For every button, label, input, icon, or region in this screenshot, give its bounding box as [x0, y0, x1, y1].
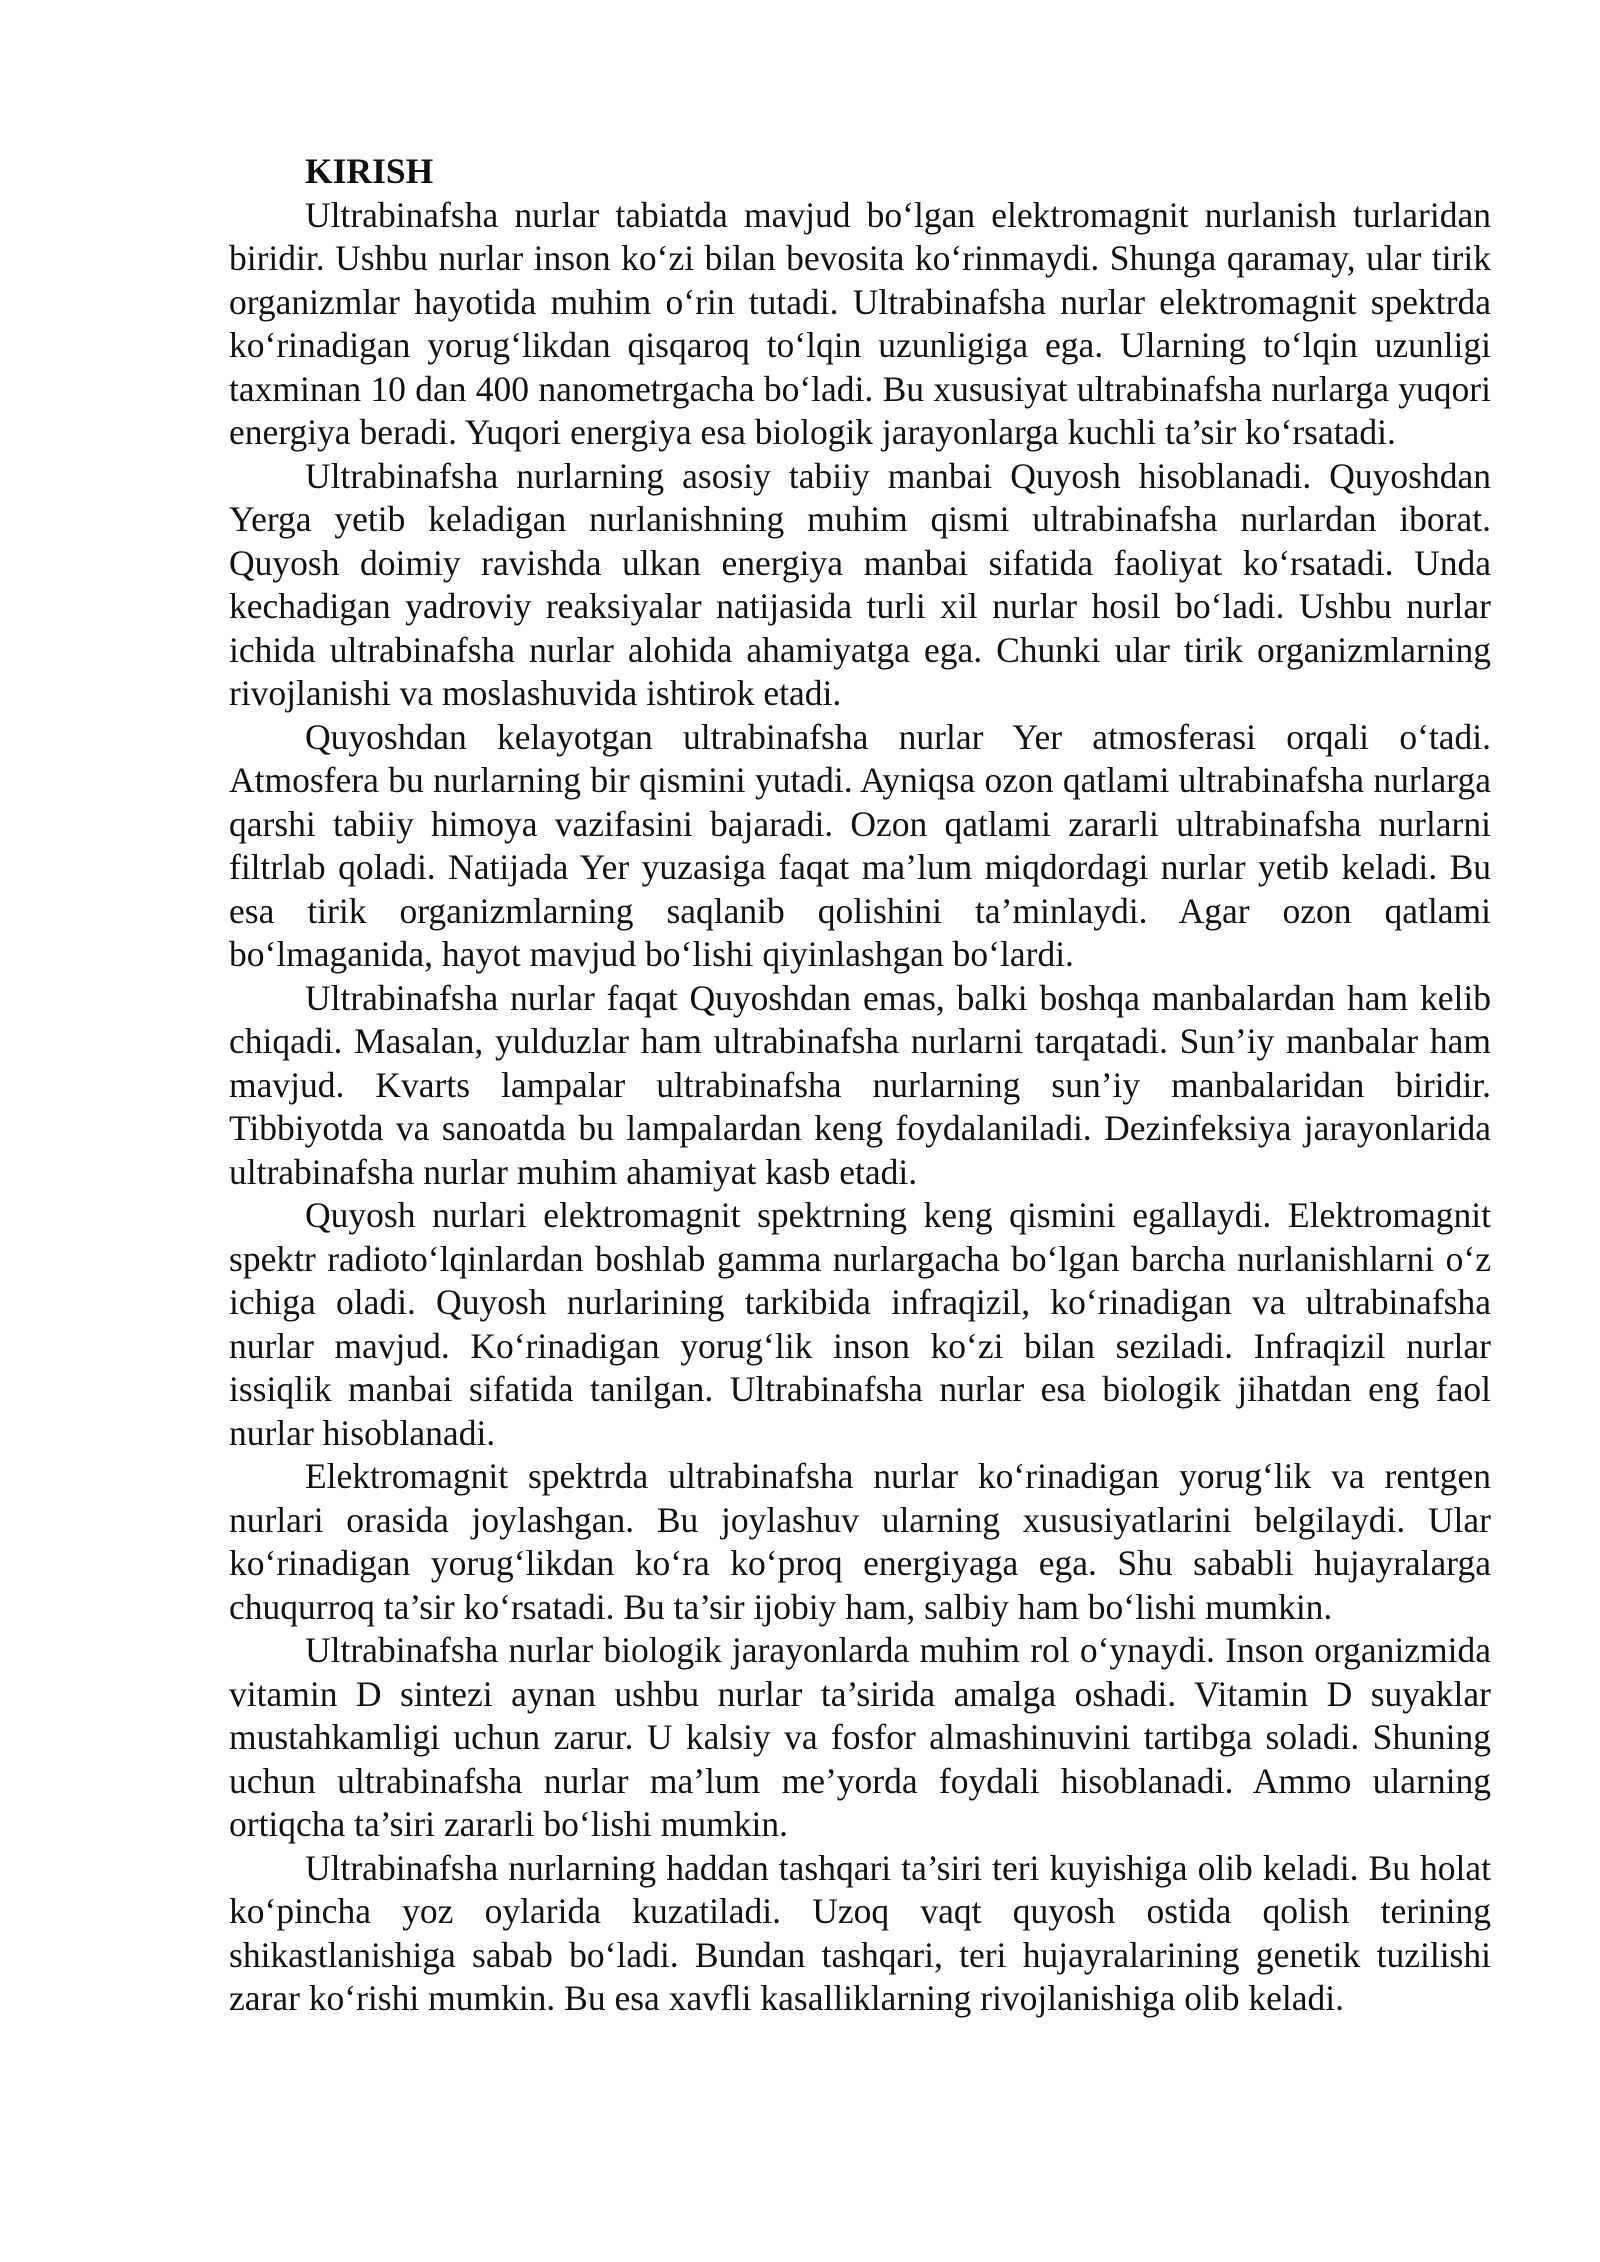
paragraph-3: Quyoshdan kelayotgan ultrabinafsha nurlar Yer atmosferasi orqali o‘tadi. Atmosfera bu nurlarning bir qismini yutadi. Ayniqsa ozon qatlami ultrabinafsha nurlarga qarshi tabiiy himoya vazifasini bajaradi. Ozon qatlami zararli ultrabinafsha nurlarni filtrlab qoladi. Natijada Yer yuzasiga faqat ma’lum miqdordagi nurlar yetib keladi. Bu esa tirik organizmlarning saqlanib qolishini ta’minlaydi. Agar ozon qatlami bo‘lmaganida, hayot mavjud bo‘lishi qiyinlashgan bo‘lardi. — [229, 716, 1491, 974]
paragraph-6: Elektromagnit spektrda ultrabinafsha nurlar ko‘rinadigan yorug‘lik va rentgen nurlari orasida joylashgan. Bu joylashuv ularning xususiyatlarini belgilaydi. Ular ko‘rinadigan yorug‘likdan ko‘ra ko‘proq energiyaga ega. Shu sababli hujayralarga chuqurroq ta’sir ko‘rsatadi. Bu ta’sir ijobiy ham, salbiy ham bo‘lishi mumkin. — [229, 1456, 1491, 1627]
paragraph-2: Ultrabinafsha nurlarning asosiy tabiiy manbai Quyosh hisoblanadi. Quyoshdan Yerga yetib keladigan nurlanishning muhim qismi ultrabinafsha nurlardan iborat. Quyosh doimiy ravishda ulkan energiya manbai sifatida faoliyat ko‘rsatadi. Unda kechadigan yadroviy reaksiyalar natijasida turli xil nurlar hosil bo‘ladi. Ushbu nurlar ichida ultrabinafsha nurlar alohida ahamiyatga ega. Chunki ular tirik organizmlarning rivojlanishi va moslashuvida ishtirok etadi. — [229, 455, 1491, 713]
paragraph-8: Ultrabinafsha nurlarning haddan tashqari ta’siri teri kuyishiga olib keladi. Bu holat ko‘pincha yoz oylarida kuzatiladi. Uzoq vaqt quyosh ostida qolish terining shikastlanishiga sabab bo‘ladi. Bundan tashqari, teri hujayralarining genetik tuzilishi zarar ko‘rishi mumkin. Bu esa xavfli kasalliklarning rivojlanishiga olib keladi. — [229, 1847, 1491, 2018]
paragraph-5: Quyosh nurlari elektromagnit spektrning keng qismini egallaydi. Elektromagnit spektr radioto‘lqinlardan boshlab gamma nurlargacha bo‘lgan barcha nurlanishlarni o‘z ichiga oladi. Quyosh nurlarining tarkibida infraqizil, ko‘rinadigan va ultrabinafsha nurlar mavjud. Ko‘rinadigan yorug‘lik inson ko‘zi bilan seziladi. Infraqizil nurlar issiqlik manbai sifatida tanilgan. Ultrabinafsha nurlar esa biologik jihatdan eng faol nurlar hisoblanadi. — [229, 1195, 1491, 1453]
section-heading: KIRISH — [305, 151, 434, 191]
paragraph-7: Ultrabinafsha nurlar biologik jarayonlarda muhim rol o‘ynaydi. Inson organizmida vitamin D sintezi aynan ushbu nurlar ta’sirida amalga oshadi. Vitamin D suyaklar mustahkamligi uchun zarur. U kalsiy va fosfor almashinuvini tartibga soladi. Shuning uchun ultrabinafsha nurlar ma’lum me’yorda foydali hisoblanadi. Ammo ularning ortiqcha ta’siri zararli bo‘lishi mumkin. — [229, 1630, 1491, 1844]
paragraph-4: Ultrabinafsha nurlar faqat Quyoshdan emas, balki boshqa manbalardan ham kelib chiqadi. Masalan, yulduzlar ham ultrabinafsha nurlarni tarqatadi. Sun’iy manbalar ham mavjud. Kvarts lampalar ultrabinafsha nurlarning sun’iy manbalaridan biridir. Tibbiyotda va sanoatda bu lampalardan keng foydalaniladi. Dezinfeksiya jarayonlarida ultrabinafsha nurlar muhim ahamiyat kasb etadi. — [229, 977, 1491, 1192]
paragraph-1: Ultrabinafsha nurlar tabiatda mavjud bo‘lgan elektromagnit nurlanish turlaridan biridir. Ushbu nurlar inson ko‘zi bilan bevosita ko‘rinmaydi. Shunga qaramay, ular tirik organizmlar hayotida muhim o‘rin tutadi. Ultrabinafsha nurlar elektromagnit spektrda ko‘rinadigan yorug‘likdan qisqaroq to‘lqin uzunligiga ega. Ularning to‘lqin uzunligi taxminan 10 dan 400 nanometrgacha bo‘ladi. Bu xususiyat ultrabinafsha nurlarga yuqori energiya beradi. Yuqori energiya esa biologik jarayonlarga kuchli ta’sir ko‘rsatadi. — [229, 194, 1491, 452]
document-page — [229, 150, 1491, 2021]
